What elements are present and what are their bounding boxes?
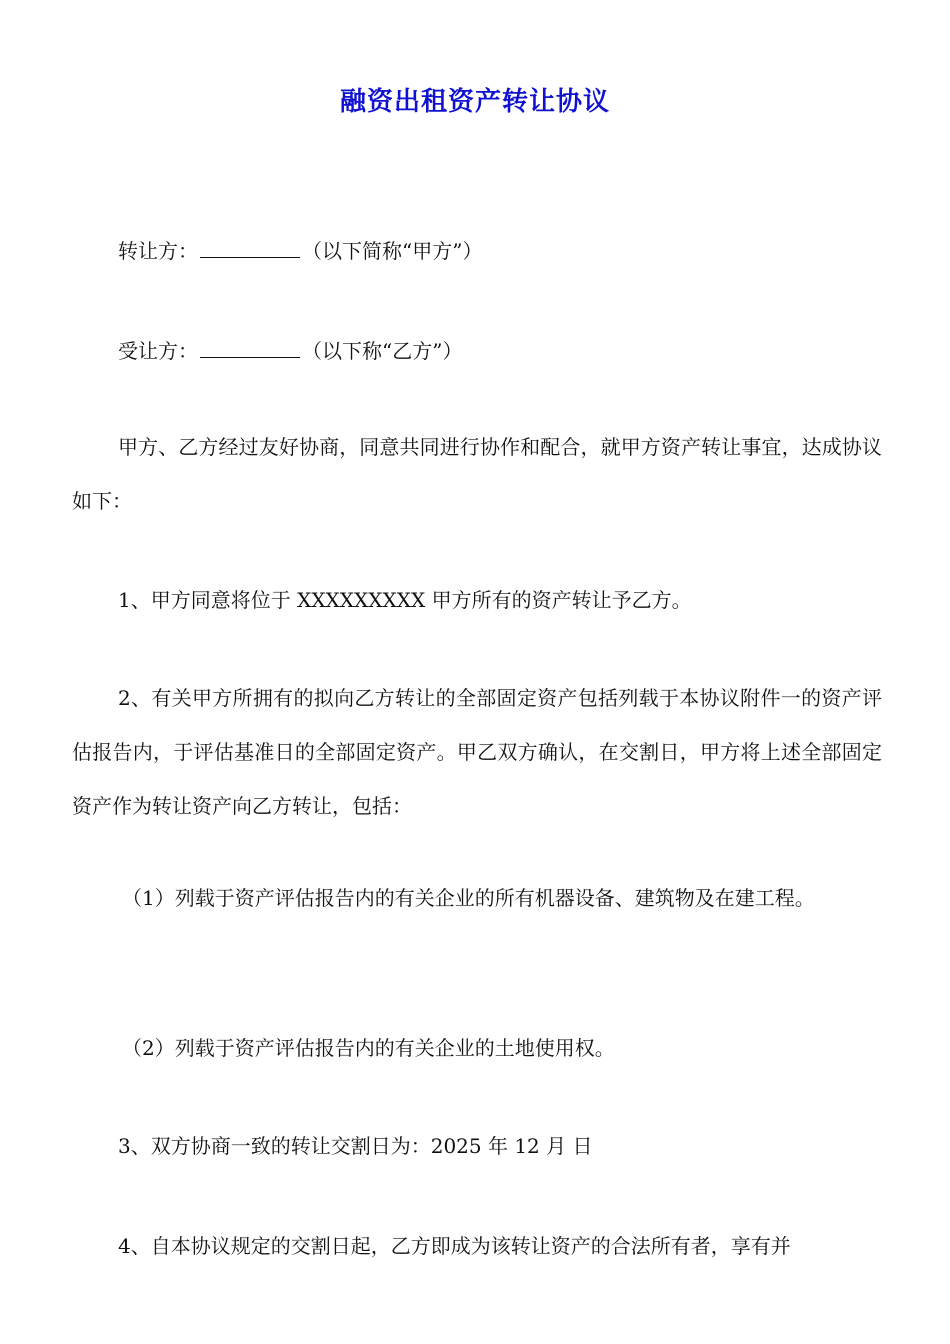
transferor-blank: [200, 239, 300, 258]
transferee-label: 受让方：: [118, 339, 198, 363]
transferor-label: 转让方：: [118, 239, 198, 263]
document-title: 融资出租资产转让协议: [339, 87, 610, 117]
item-2: （2）列载于资产评估报告内的有关企业的土地使用权。: [122, 1036, 615, 1060]
transferee-line: [118, 336, 462, 366]
transferor-line: [118, 236, 482, 266]
transferee-blank: [200, 339, 300, 358]
clause-4: 4、自本协议规定的交割日起，乙方即成为该转让资产的合法所有者，享有并: [118, 1234, 791, 1258]
clause-3: 3、双方协商一致的转让交割日为：2025 年 12 月 日: [118, 1134, 593, 1158]
transferor-suffix: （以下简称“甲方”）: [302, 239, 483, 263]
item-1: （1）列载于资产评估报告内的有关企业的所有机器设备、建筑物及在建工程。: [122, 886, 815, 910]
clause-2: 2、有关甲方所拥有的拟向乙方转让的全部固定资产包括列载于本协议附件一的资产评估报告内，于评估基准日的全部固定资产。甲乙双方确认，在交割日，甲方将上述全部固定资产作为转让资产向乙方转让，包括：: [72, 686, 882, 818]
intro-paragraph: 甲方、乙方经过友好协商，同意共同进行协作和配合，就甲方资产转让事宜，达成协议如下：: [72, 435, 882, 513]
transferee-suffix: （以下称“乙方”）: [302, 339, 463, 363]
clause-1: 1、甲方同意将位于 XXXXXXXXX 甲方所有的资产转让予乙方。: [118, 588, 692, 612]
